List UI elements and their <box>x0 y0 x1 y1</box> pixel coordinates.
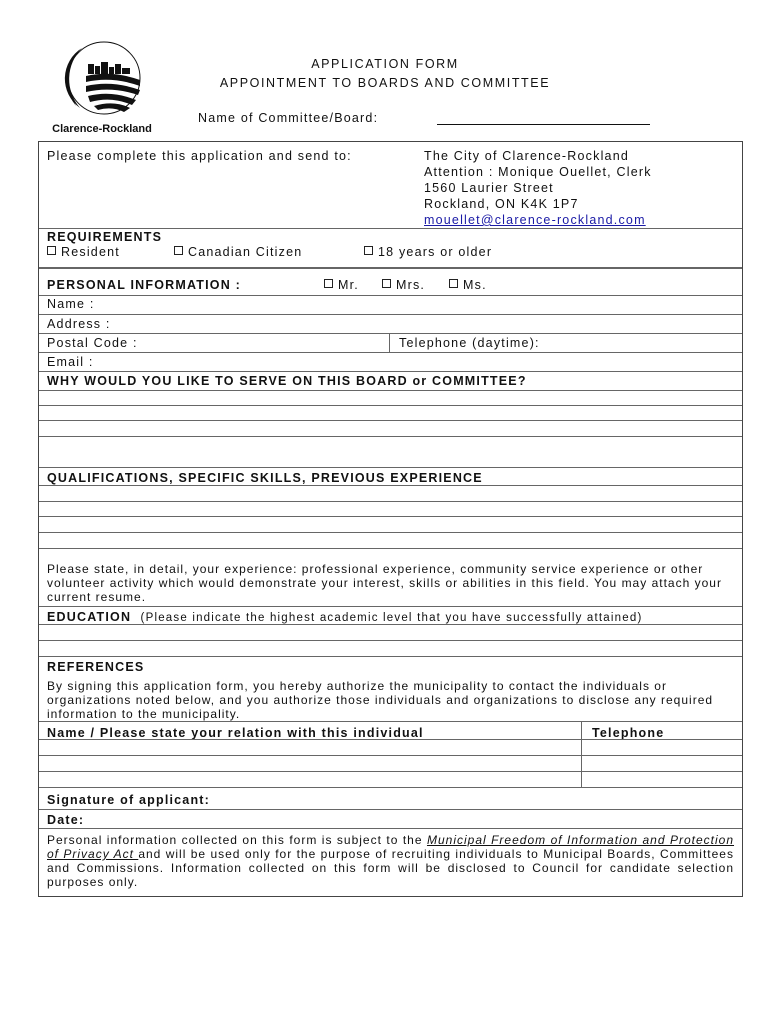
checkbox-icon <box>324 279 333 288</box>
answer-line[interactable] <box>39 624 742 625</box>
clerk-email-link[interactable]: mouellet@clarence-rockland.com <box>424 213 646 227</box>
education-heading: EDUCATION <box>47 610 132 624</box>
education-row <box>47 610 642 624</box>
answer-line[interactable] <box>39 532 742 533</box>
education-note: (Please indicate the highest academic level that you have successfully attained) <box>140 612 643 624</box>
address-line-3: 1560 Laurier Street <box>424 181 554 195</box>
email-field[interactable]: Email : <box>47 355 94 369</box>
logo-wordmark: Clarence-Rockland <box>52 123 152 135</box>
title-mrs-label: Mrs. <box>396 278 426 292</box>
divider <box>39 267 742 269</box>
qualifications-heading: QUALIFICATIONS, SPECIFIC SKILLS, PREVIOUS EXPERIENCE <box>47 471 483 485</box>
citizen-label: Canadian Citizen <box>188 245 303 259</box>
answer-line[interactable] <box>39 405 742 406</box>
address-line-4: Rockland, ON K4K 1P7 <box>424 197 579 211</box>
resident-option[interactable] <box>47 245 120 259</box>
signature-field[interactable]: Signature of applicant: <box>47 793 211 807</box>
answer-line[interactable] <box>39 485 742 486</box>
references-text: By signing this application form, you hereby authorize the municipality to contact the individuals or organizations noted below, and you authorize those individuals and organizations to disclose any required information to the municipality. <box>47 679 714 721</box>
answer-line[interactable] <box>39 640 742 641</box>
reference-row[interactable] <box>39 771 742 772</box>
answer-line[interactable] <box>39 501 742 502</box>
checkbox-icon <box>449 279 458 288</box>
title-ms[interactable] <box>449 278 487 292</box>
postal-code-field[interactable]: Postal Code : <box>47 336 138 350</box>
citizen-option[interactable] <box>174 245 302 259</box>
experience-instructions: Please state, in detail, your experience: professional experience, community service experience or other volunteer activity which would demonstrate your interest, skills or abilities in this field. You may attach your current resume. <box>47 562 722 604</box>
privacy-text: Personal information collected on this form is subject to the <box>47 833 427 847</box>
title-mr-label: Mr. <box>338 278 359 292</box>
answer-line[interactable] <box>39 390 742 391</box>
divider <box>39 828 742 829</box>
references-heading: REFERENCES <box>47 660 145 674</box>
checkbox-icon <box>382 279 391 288</box>
title-mrs[interactable] <box>382 278 425 292</box>
checkbox-icon <box>47 246 56 255</box>
divider <box>39 228 742 229</box>
personal-heading: PERSONAL INFORMATION : <box>47 278 241 292</box>
why-heading: WHY WOULD YOU LIKE TO SERVE ON THIS BOARD or COMMITTEE? <box>47 374 527 388</box>
answer-line[interactable] <box>39 420 742 421</box>
reference-phone-header: Telephone <box>592 726 665 740</box>
name-field[interactable]: Name : <box>47 297 95 311</box>
privacy-notice <box>47 833 734 889</box>
address-field[interactable]: Address : <box>47 317 111 331</box>
send-instruction: Please complete this application and send to: <box>47 149 352 163</box>
answer-line[interactable] <box>39 516 742 517</box>
divider <box>39 721 742 722</box>
resident-label: Resident <box>61 245 120 259</box>
form-title: APPLICATION FORM <box>311 57 459 71</box>
divider <box>39 656 742 657</box>
age-label: 18 years or older <box>378 245 493 259</box>
checkbox-icon <box>174 246 183 255</box>
reference-row[interactable] <box>39 755 742 756</box>
form-subtitle: APPOINTMENT TO BOARDS AND COMMITTEE <box>219 76 551 90</box>
divider <box>581 721 582 787</box>
divider <box>39 787 742 788</box>
divider <box>39 809 742 810</box>
address-line-1: The City of Clarence-Rockland <box>424 149 630 163</box>
divider <box>39 371 742 372</box>
divider <box>39 606 742 607</box>
date-field[interactable]: Date: <box>47 813 85 827</box>
requirements-heading: REQUIREMENTS <box>47 230 163 244</box>
age-option[interactable] <box>364 245 492 259</box>
telephone-field[interactable]: Telephone (daytime): <box>399 336 540 350</box>
divider <box>39 333 742 334</box>
divider <box>39 548 742 549</box>
address-line-2: Attention : Monique Ouellet, Clerk <box>424 165 652 179</box>
checkbox-icon <box>364 246 373 255</box>
divider <box>39 352 742 353</box>
committee-input-line[interactable] <box>437 124 650 125</box>
reference-row[interactable] <box>39 739 742 740</box>
privacy-act-reference: Municipal Freedom of Information and Protection of Privacy Act <box>47 833 735 861</box>
committee-label: Name of Committee/Board: <box>198 111 379 125</box>
privacy-text: and will be used only for the purpose of recruiting individuals to Municipal Boards, Committees and Commissions. Information collected on this form will be disclosed to Council for candidate selection purposes only. <box>47 847 734 889</box>
title-ms-label: Ms. <box>463 278 487 292</box>
divider <box>39 314 742 315</box>
divider <box>39 295 742 296</box>
application-form <box>38 141 743 897</box>
answer-line[interactable] <box>39 436 742 437</box>
divider <box>39 467 742 468</box>
divider <box>389 333 390 352</box>
title-mr[interactable] <box>324 278 359 292</box>
reference-name-header: Name / Please state your relation with this individual <box>47 726 424 740</box>
